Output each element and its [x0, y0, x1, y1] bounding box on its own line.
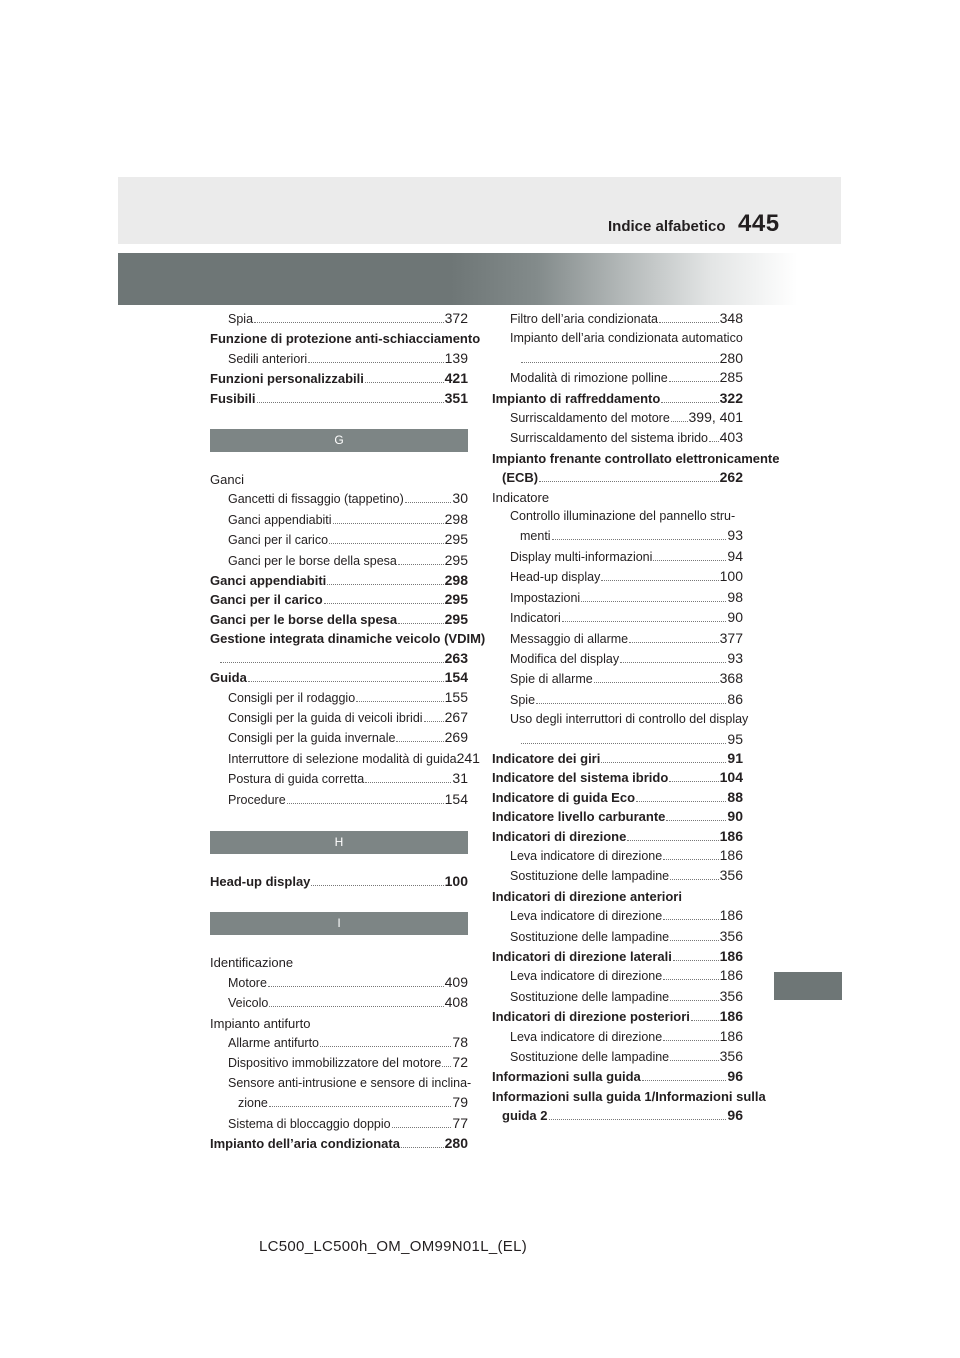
index-entry: Veicolo 408 [228, 994, 468, 1011]
index-heading: Impianto antifurto [210, 1015, 311, 1031]
index-entry: (ECB) 262 [502, 469, 743, 486]
index-entry: Modifica del display 93 [510, 649, 743, 666]
index-entry: Head-up display 100 [510, 568, 743, 585]
index-entry: Spie di allarme 368 [510, 670, 743, 687]
index-entry: Fusibili 351 [210, 389, 468, 406]
index-entry: Ganci appendiabiti 298 [228, 510, 468, 527]
index-subheading: Impianto dell’aria condizionata automatico [510, 331, 743, 346]
index-entry: 263 [210, 649, 468, 668]
index-entry: Display multi-informazioni 94 [510, 547, 743, 564]
index-subheading: Sensore anti-intrusione e sensore di inclina- [228, 1075, 472, 1090]
index-entry: Spia 372 [228, 310, 468, 326]
index-entry: Head-up display 100 [210, 872, 468, 889]
section-letter-g: G [210, 429, 468, 452]
index-entry: Indicatori di direzione 186 [492, 827, 743, 844]
index-entry: Leva indicatore di direzione 186 [510, 907, 743, 924]
index-entry: Filtro dell’aria condizionata 348 [510, 310, 743, 326]
index-entry: Messaggio di allarme 377 [510, 629, 743, 646]
index-entry: Dispositivo immobilizzatore del motore 72 [228, 1054, 468, 1071]
index-entry: Indicatori di direzione laterali 186 [492, 948, 743, 964]
index-column-left [210, 309, 486, 1153]
document-code-footer: LC500_LC500h_OM_OM99N01L_(EL) [259, 1238, 528, 1255]
index-entry: Ganci appendiabiti 298 [210, 572, 468, 589]
index-entry: Ganci per le borse della spesa 295 [228, 551, 468, 568]
index-entry: Informazioni sulla guida 96 [492, 1068, 743, 1085]
index-entry: 280 [492, 349, 743, 368]
index-entry: Surriscaldamento del sistema ibrido 403 [510, 429, 743, 446]
index-entry: zione 79 [238, 1094, 468, 1111]
section-letter-h: H [210, 831, 468, 854]
chapter-tab [774, 972, 842, 1000]
index-subheading: Controllo illuminazione del pannello stru- [510, 509, 736, 524]
index-heading: Identificazione [210, 955, 294, 971]
index-entry: Indicatore di guida Eco 88 [492, 788, 743, 805]
index-entry: Procedure 154 [228, 790, 468, 807]
index-heading: Ganci [210, 472, 244, 488]
index-heading: Informazioni sulla guida 1/Informazioni sulla [492, 1088, 766, 1104]
index-entry: Impianto dell’aria condizionata 280 [210, 1135, 468, 1151]
index-entry: Sostituzione delle lampadine 356 [510, 987, 743, 1004]
index-entry: Funzioni personalizzabili 421 [210, 370, 468, 387]
index-entry: menti 93 [520, 527, 743, 544]
index-entry: Indicatore del sistema ibrido 104 [492, 769, 743, 786]
index-entry: Impostazioni 98 [510, 588, 743, 605]
index-entry: Spie 86 [510, 690, 743, 707]
index-entry: Consigli per la guida di veicoli ibridi 267 [228, 708, 468, 725]
index-subheading: Uso degli interruttori di controllo del display [510, 712, 749, 727]
index-entry: Interruttore di selezione modalità di guida 241 [228, 749, 480, 766]
index-column-right [492, 309, 780, 1126]
index-entry: Consigli per il rodaggio 155 [228, 688, 468, 705]
index-entry: Leva indicatore di direzione 186 [510, 967, 743, 984]
index-entry: Indicatori di direzione posteriori 186 [492, 1008, 743, 1025]
page-number: 445 [738, 210, 780, 237]
index-entry: Impianto di raffreddamento 322 [492, 389, 743, 406]
index-entry: Surriscaldamento del motore 399, 401 [510, 409, 743, 426]
decorative-gradient-band [118, 253, 841, 305]
index-entry: Indicatore dei giri 91 [492, 749, 743, 766]
index-entry: Gancetti di fissaggio (tappetino) 30 [228, 490, 468, 507]
index-entry: Ganci per il carico 295 [228, 531, 468, 548]
index-entry: Postura di guida corretta 31 [228, 770, 468, 787]
index-entry: Ganci per le borse della spesa 295 [210, 610, 468, 627]
index-entry: Sostituzione delle lampadine 356 [510, 1048, 743, 1065]
index-entry: Allarme antifurto 78 [228, 1033, 468, 1050]
index-entry: 95 [492, 730, 743, 749]
index-heading: Indicatori di direzione anteriori [492, 888, 682, 904]
index-entry: Consigli per la guida invernale 269 [228, 729, 468, 746]
index-entry: Leva indicatore di direzione 186 [510, 1027, 743, 1044]
index-entry: guida 2 96 [502, 1107, 743, 1124]
section-letter-i: I [210, 912, 468, 935]
index-heading: Impianto frenante controllato elettronicamente [492, 450, 780, 466]
index-entry: Guida 154 [210, 669, 468, 686]
index-heading: Indicatore [492, 489, 550, 505]
index-heading: Gestione integrata dinamiche veicolo (VDIM) [210, 631, 486, 647]
index-entry: Modalità di rimozione polline 285 [510, 369, 743, 386]
section-title: Indice alfabetico [608, 218, 726, 235]
header-band [118, 177, 841, 244]
index-entry: Ganci per il carico 295 [210, 591, 468, 608]
index-entry: Indicatore livello carburante 90 [492, 808, 743, 825]
index-heading: Funzione di protezione anti-schiacciamento [210, 331, 481, 347]
index-entry: Sistema di bloccaggio doppio 77 [228, 1114, 468, 1131]
index-entry: Indicatori 90 [510, 609, 743, 626]
index-entry: Motore 409 [228, 973, 468, 990]
index-entry: Sostituzione delle lampadine 356 [510, 867, 743, 884]
index-entry: Sostituzione delle lampadine 356 [510, 927, 743, 944]
index-entry: Sedili anteriori 139 [228, 349, 468, 366]
index-entry: Leva indicatore di direzione 186 [510, 846, 743, 863]
